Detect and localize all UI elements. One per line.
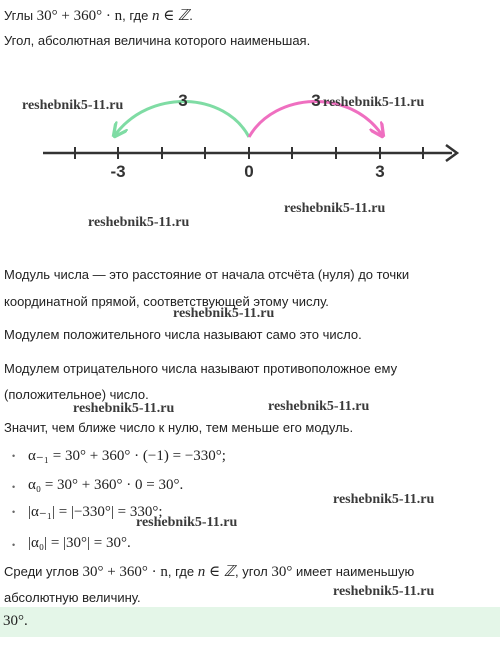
conclusion-angle: 30° <box>271 564 293 580</box>
bullet-2: • <box>12 482 16 492</box>
formula-alpha-0: α₀ = 30° + 360° · 0 = 30°. <box>28 477 184 493</box>
tick-label-3: 3 <box>375 162 385 181</box>
formula-abs-alpha-0: |α₀| = |30°| = 30°. <box>28 535 131 551</box>
answer-box <box>0 607 500 637</box>
watermark: reshebnik5-11.ru <box>173 306 275 321</box>
theory-line-2: координатной прямой, соответствующей этому числу. <box>4 294 329 309</box>
watermark: reshebnik5-11.ru <box>323 95 425 110</box>
formula-abs-alpha-minus-1: |α₋₁| = |−330°| = 330°; <box>28 504 163 520</box>
watermark: reshebnik5-11.ru <box>333 584 435 599</box>
bullet-4: • <box>12 540 16 550</box>
theory-line-1: Модуль числа — это расстояние от начала отсчёта (нуля) до точки <box>4 267 410 282</box>
watermark: reshebnik5-11.ru <box>73 401 175 416</box>
task-text: Угол, абсолютная величина которого наименьшая. <box>4 33 311 48</box>
theory-line-4: Модулем отрицательного числа называют противоположное ему <box>4 361 398 376</box>
bullet-3: • <box>12 507 16 517</box>
watermark: reshebnik5-11.ru <box>333 492 435 507</box>
intro-formula: 30° + 360° · n <box>36 8 123 24</box>
conclusion-text-4: имеет наименьшую <box>292 564 415 579</box>
conclusion-line-2: абсолютную величину. <box>4 590 141 605</box>
conclusion-set: n ∈ ℤ <box>197 564 236 580</box>
intro-text-2: , где <box>122 8 152 23</box>
theory-line-6: Значит, чем ближе число к нулю, тем меньше его модуль. <box>4 420 354 435</box>
intro-line <box>0 6 500 25</box>
intro-text-3: . <box>189 8 193 23</box>
intro-set: n ∈ ℤ <box>151 8 190 24</box>
conclusion-text-3: , угол <box>235 564 272 579</box>
formula-alpha-minus-1: α₋₁ = 30° + 360° · (−1) = −330°; <box>28 448 226 464</box>
tick-label-0: 0 <box>244 162 254 181</box>
intro-text-1: Углы <box>4 8 37 23</box>
conclusion-formula: 30° + 360° · n <box>82 564 168 580</box>
answer-value: 30°. <box>3 613 28 629</box>
watermark: reshebnik5-11.ru <box>136 515 238 530</box>
conclusion-text-2: , где <box>167 564 198 579</box>
bullet-1: • <box>12 451 16 461</box>
conclusion-line-1 <box>0 562 500 581</box>
theory-line-5: (положительное) число. <box>4 387 149 402</box>
left-arc-label: 3 <box>178 91 188 110</box>
theory-line-3: Модулем положительного числа называют само это число. <box>4 327 362 342</box>
watermark: reshebnik5-11.ru <box>268 399 370 414</box>
watermark: reshebnik5-11.ru <box>284 201 386 216</box>
right-arc-label: 3 <box>311 91 321 110</box>
watermark: reshebnik5-11.ru <box>88 215 190 230</box>
conclusion-text-1: Среди углов <box>4 564 83 579</box>
tick-label-minus-3: -3 <box>110 162 126 181</box>
watermark: reshebnik5-11.ru <box>22 98 124 113</box>
